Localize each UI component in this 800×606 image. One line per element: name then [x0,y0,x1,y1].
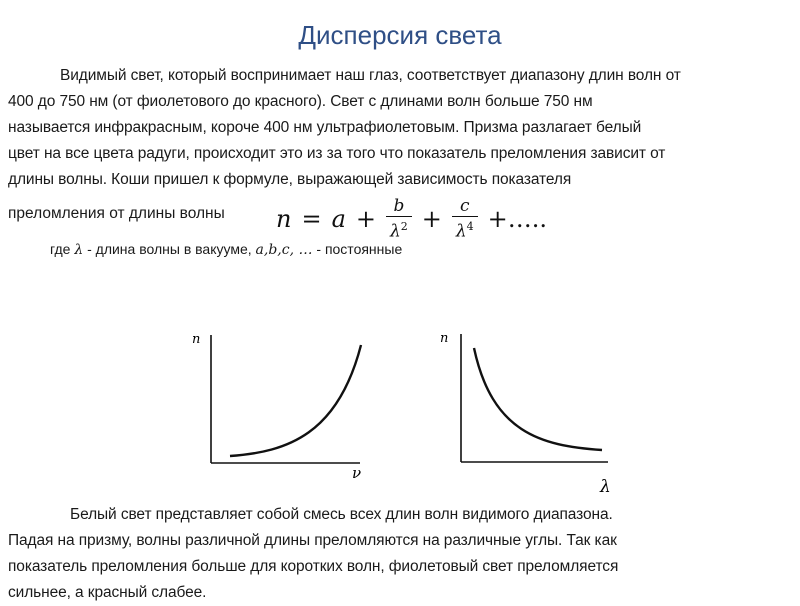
bottom-paragraph [8,502,792,606]
fraction-denominator [452,216,478,242]
dispersion-curve-rising [230,345,361,456]
legend-suffix: - постоянные [316,241,403,257]
legend-mid: - длина волны в вакууме, [87,241,252,257]
intro-line: цвет на все цвета радуги, происходит это из за того что показатель преломления зависит от [8,145,666,162]
y-axis-label: n [440,331,449,346]
y-axis-label: n [192,332,201,347]
formula-lead-text: преломления от длины волны [8,205,225,222]
formula-lhs: n [276,205,292,233]
slide-title: Дисперсия света [298,20,502,50]
bottom-line: сильнее, а красный слабее. [8,584,207,601]
formula-legend [50,241,402,258]
cauchy-formula-row [8,195,792,243]
fraction-numerator-b: b [393,196,405,217]
intro-line: называется инфракрасным, короче 400 нм ультрафиолетовым. Призма разлагает белый [8,119,642,136]
fraction-b-over-lambda2 [386,196,412,242]
lambda-symbol: λ [455,221,467,242]
formula-a: a [331,205,346,233]
fraction-denominator [386,216,412,242]
legend-lambda: λ [74,242,84,258]
graph-n-vs-nu [188,322,378,482]
exponent-4: 4 [466,220,474,234]
lambda-symbol: λ [390,221,401,242]
formula-plus: + [355,205,376,233]
legend-constants: a,b,c, … [255,242,313,258]
intro-paragraph [8,63,792,193]
formula-plus: + [421,205,442,233]
graph-n-vs-lambda [430,322,620,497]
intro-line: 400 до 750 нм (от фиолетового до красного). Свет с длинами волн больше 750 нм [8,93,593,110]
exponent-2: 2 [400,220,408,234]
legend-prefix: где [50,241,71,257]
formula-equals: = [301,205,322,233]
fraction-numerator-c: c [460,196,470,217]
formula-tail: +….. [487,205,548,233]
dispersion-curve-falling [474,348,602,450]
intro-line: Видимый свет, который воспринимает наш глаз, соответствует диапазону длин волн от [60,67,681,84]
cauchy-formula [276,195,547,243]
bottom-line: Падая на призму, волны различной длины преломляются на различные углы. Так как [8,532,617,549]
x-axis-label: ν [352,464,362,482]
bottom-line: Белый свет представляет собой смесь всех длин волн видимого диапазона. [70,506,613,523]
fraction-c-over-lambda4 [452,196,478,242]
bottom-line: показатель преломления больше для коротких волн, фиолетовый свет преломляется [8,558,619,575]
intro-line: длины волны. Коши пришел к формуле, выражающей зависимость показателя [8,171,572,188]
x-axis-label: λ [600,477,611,497]
